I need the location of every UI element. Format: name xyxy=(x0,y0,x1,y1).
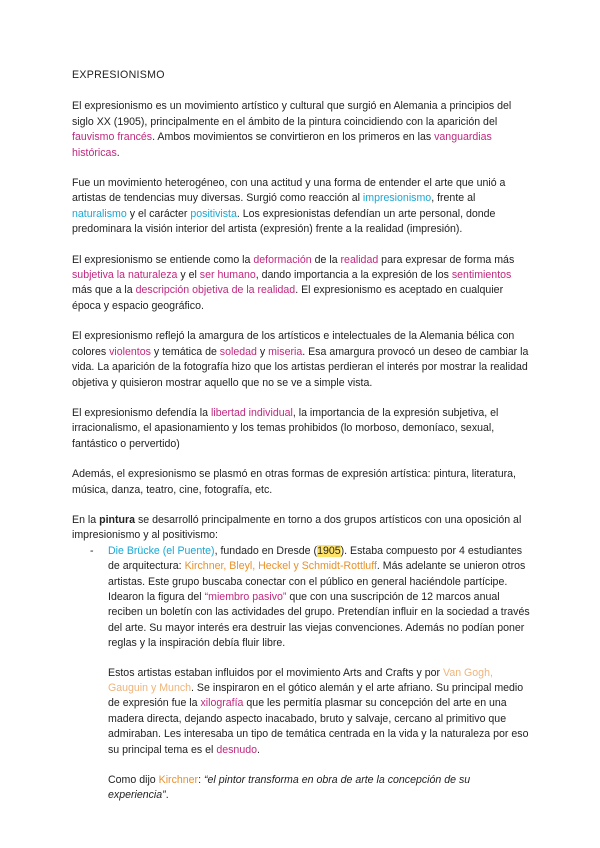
text-run: , fundado en Dresde ( xyxy=(214,544,318,557)
term-xilografia: xilografía xyxy=(200,697,244,710)
text-run: En la xyxy=(72,513,100,526)
term-students: Kirchner, Bleyl, Heckel y Schmidt-Rottluff xyxy=(184,560,377,573)
term-vanguardias: vanguardias históricas xyxy=(72,131,492,159)
term-kirchner: Kirchner xyxy=(158,774,199,787)
text-run: , dando importancia a la expresión de los xyxy=(255,269,452,282)
text-run: y el carácter xyxy=(126,207,191,220)
term-miembro-pasivo: “miembro pasivo” xyxy=(204,590,287,603)
term-soledad: soledad xyxy=(219,345,257,358)
text-run: Estos artistas estaban influidos por el movimiento Arts and Crafts y por xyxy=(108,666,444,679)
text-run: . Los expresionistas defendían un arte personal, donde predominara la visión interior del artista (expresión) frente a la realidad (impresión). xyxy=(72,207,496,236)
text-run: Fue un movimiento heterogéneo, con una actitud y una forma de entender el arte que unió a artistas de tendencias muy diversas. Surgió como reacción al xyxy=(72,177,506,205)
text-run: más que a la xyxy=(72,284,136,297)
list-item-die-bruecke xyxy=(72,544,532,652)
paragraph-influencias xyxy=(72,666,532,758)
text-run: que con una suscripción de 12 marcos anual reciben un boletín con las actividades del grupo. Pretendían influir en la sociedad a través del arte. Su mayor interés era destruir las viejas convenciones. Además no podían poner reglas y la inspiración debía fluir libre. xyxy=(108,590,530,650)
paragraph-libertad xyxy=(72,406,532,452)
term-deformacion: deformación xyxy=(253,253,312,266)
text-run: y temática de xyxy=(150,345,220,358)
term-naturalismo: naturalismo xyxy=(72,207,127,220)
term-sentimientos: sentimientos xyxy=(451,269,512,282)
document-title: EXPRESIONISMO xyxy=(72,69,165,81)
text-run: . El expresionismo es aceptado en cualquier época y espacio geográfico. xyxy=(72,284,504,312)
text-run: y el xyxy=(177,269,200,282)
text-run: : xyxy=(198,774,204,787)
term-pintura: pintura xyxy=(99,513,135,526)
text-run: El expresionismo defendía la xyxy=(72,406,211,419)
term-miseria: miseria xyxy=(268,345,303,358)
text-run: . xyxy=(257,743,260,756)
text-run: . xyxy=(165,789,169,802)
term-subjetiva: subjetiva la naturaleza xyxy=(72,269,178,282)
term-impresionismo: impresionismo xyxy=(362,192,432,205)
term-influences: Van Gogh, Gauguin y Munch xyxy=(108,666,493,694)
term-violentos: violentos xyxy=(109,345,151,358)
highlight-year: 1905 xyxy=(317,544,341,557)
text-run: El expresionismo es un movimiento artístico y cultural que surgió en Alemania a principios del siglo XX (1905), principalmente en el ámbito de la pintura coincidiendo con la aparición del xyxy=(72,100,512,128)
text-run: de la xyxy=(311,253,341,266)
paragraph-heterogeneo xyxy=(72,176,532,238)
text-run: . Más adelante se unieron otros artistas. Este grupo buscaba conectar con el público en general haciéndole partícipe. Idearon la figura del xyxy=(108,560,526,603)
paragraph-pintura xyxy=(72,513,532,544)
paragraph-amargura xyxy=(72,329,532,391)
text-run: . xyxy=(116,146,120,159)
term-ser-humano: ser humano xyxy=(199,269,256,282)
paragraph-quote xyxy=(72,773,532,804)
text-run: Como dijo xyxy=(108,774,159,787)
text-run: , frente al xyxy=(431,192,476,205)
quote-text: “el pintor transforma en obra de arte la concepción de su experiencia” xyxy=(108,774,471,802)
paragraph-formas: Además, el expresionismo se plasmó en otras formas de expresión artística: pintura, literatura, música, danza, teatro, cine, fotografía, etc. xyxy=(72,468,516,496)
term-libertad: libertad individual xyxy=(210,406,293,419)
text-run: . Se inspiraron en el gótico alemán y el arte afriano. Su principal medio de expresión fue la xyxy=(108,682,524,710)
term-realidad: realidad xyxy=(340,253,379,266)
text-run: . Ambos movimientos se convirtieron en los primeros en las xyxy=(152,131,435,144)
document-page xyxy=(72,68,532,804)
text-run: El expresionismo se entiende como la xyxy=(72,253,254,266)
text-run: que les permitía plasmar su concepción del arte en una madera directa, dejando aspecto inacabado, bruto y salvaje, cercano al primitivo que admiraban. Les interesaba un tipo de temática centrada en la vida y la naturaleza por eso su principal tema es el xyxy=(108,697,529,756)
groups-list xyxy=(72,544,532,652)
text-run: y xyxy=(256,345,269,358)
term-positivista: positivista xyxy=(190,207,237,220)
text-run: El expresionismo reflejó la amargura de los artísticos e intelectuales de la Alemania bélica con colores xyxy=(72,330,515,358)
text-run: para expresar de forma más xyxy=(378,253,515,266)
text-run: se desarrolló principalmente en torno a dos grupos artísticos con una oposición al impresionismo y al positivismo: xyxy=(72,513,522,542)
term-fauvismo: fauvismo francés xyxy=(72,131,153,144)
paragraph-deformacion xyxy=(72,253,532,315)
term-die-bruecke: Die Brücke (el Puente) xyxy=(108,544,215,557)
term-desnudo: desnudo xyxy=(216,743,257,756)
text-run: . Esa amargura provocó un deseo de cambiar la vida. La aparición de la fotografía hizo que los artistas perdieran el interés por mostrar la realidad objetiva y quisieron mostrar aquello que no se ve a simple vista. xyxy=(72,345,529,389)
text-run: ). Estaba compuesto por 4 estudiantes de arquitectura: xyxy=(108,544,523,573)
term-descripcion: descripción objetiva de la realidad xyxy=(135,284,296,297)
text-run: , la importancia de la expresión subjetiva, el irracionalismo, el apasionamiento y los temas prohibidos (lo morboso, demoníaco, sexual, fantástico o pervertido) xyxy=(72,406,499,450)
paragraph-intro xyxy=(72,99,532,161)
list-dash: - xyxy=(90,544,94,557)
